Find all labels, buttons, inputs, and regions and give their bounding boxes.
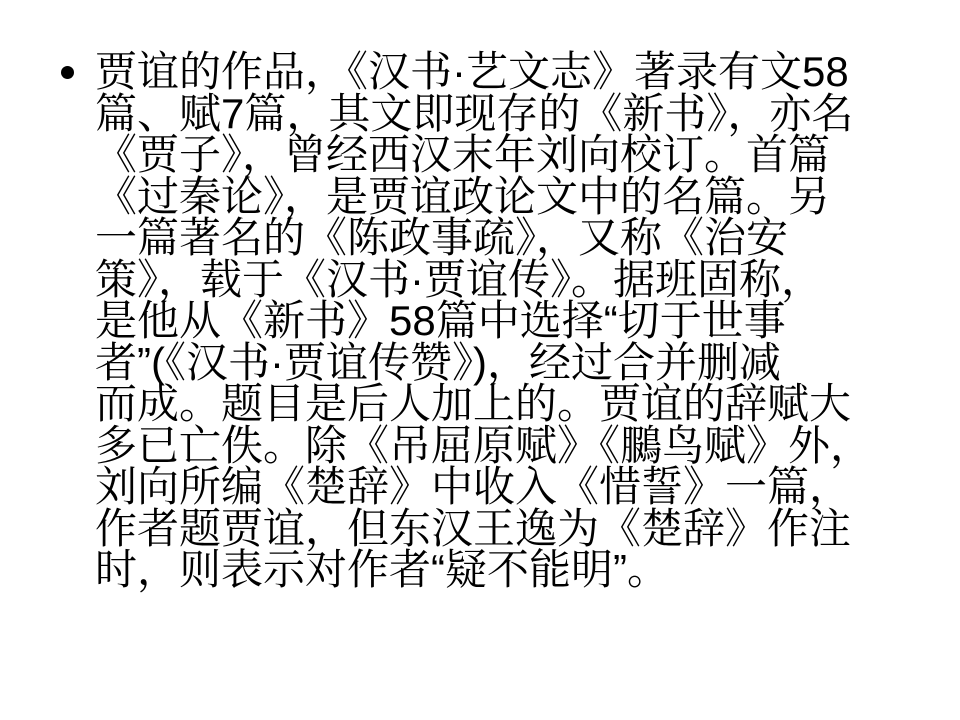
text-line: 《贾子》，曾经西汉末年刘向校订。首篇: [95, 131, 831, 178]
text-line: 者”(《汉书·贾谊传赞》)，经过合并删减: [95, 338, 781, 386]
text-line: 作者题贾谊，但东汉王逸为《楚辞》作注: [95, 504, 852, 552]
bullet-icon: [61, 66, 74, 79]
text-line: 贾谊的作品，《汉书·艺文志》著录有文58: [95, 48, 849, 95]
text-line: 策》，载于《汉书·贾谊传》。据班固称，: [95, 255, 823, 303]
text-line: 一篇著名的《陈政事疏》，又称《治安: [95, 214, 789, 261]
text-line: 《过秦论》，是贾谊政论文中的名篇。另: [95, 172, 831, 220]
bullet-paragraph: [95, 48, 930, 593]
text-line: 而成。题目是后人加上的。贾谊的辞赋大: [95, 380, 852, 427]
text-line: 刘向所编《楚辞》中收入《惜誓》一篇，: [95, 463, 852, 510]
text-line: 时，则表示对作者“疑不能明”。: [95, 546, 669, 593]
text-line: 多已亡佚。除《吊屈原赋》《鵩鸟赋》外，: [95, 421, 873, 469]
text-line: 是他从《新书》58篇中选择“切于世事: [95, 297, 786, 344]
text-line: 篇、赋7篇，其文即现存的《新书》，亦名: [95, 89, 854, 137]
